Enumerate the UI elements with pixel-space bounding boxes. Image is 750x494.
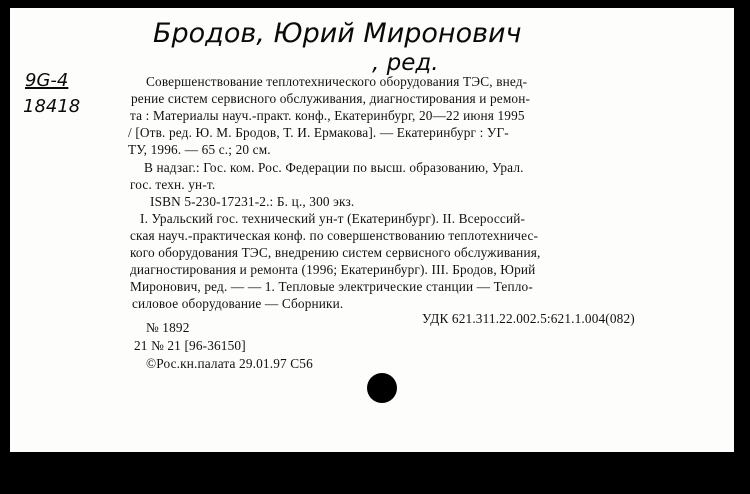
note-line: В надзаг.: Гос. ком. Рос. Федерации по высш. образованию, Урал. (144, 160, 524, 175)
tracing-line: кого оборудования ТЭС, внедрению систем сервисного обслуживания, (130, 245, 541, 260)
entry-line: Совершенствование теплотехнического оборудования ТЭС, внед- (146, 74, 528, 89)
registry-number: 21 № 21 [96-36150] (134, 338, 246, 353)
udk-code: УДК 621.311.22.002.5:621.1.004(082) (422, 311, 635, 326)
tracing-line: I. Уральский гос. технический ун-т (Екатеринбург). II. Всероссий- (140, 211, 526, 226)
entry-line: / [Отв. ред. Ю. М. Бродов, Т. И. Ермакова]. — Екатеринбург : УГ- (128, 125, 509, 140)
note-line: гос. техн. ун-т. (130, 177, 216, 192)
tracing-line: Миронович, ред. — — 1. Тепловые электрические станции — Тепло- (130, 279, 533, 294)
tracing-line: ская науч.-практическая конф. по совершенствованию теплотехничес- (130, 228, 539, 243)
entry-line: рение систем сервисного обслуживания, диагностирования и ремон- (131, 91, 531, 106)
book-chamber-stamp: ©Рос.кн.палата 29.01.97 С56 (146, 356, 313, 371)
handwritten-shelf-code: 9G-4 (25, 70, 69, 91)
isbn-line: ISBN 5-230-17231-2.: Б. ц., 300 экз. (150, 194, 355, 209)
tracing-line: диагностирования и ремонта (1996; Екатеринбург). III. Бродов, Юрий (130, 262, 536, 277)
handwritten-role: , ред. (372, 50, 439, 76)
entry-line: ТУ, 1996. — 65 с.; 20 см. (128, 142, 271, 157)
handwritten-heading: Бродов, Юрий Миронович (153, 18, 522, 49)
card-number: № 1892 (146, 320, 190, 335)
handwritten-number: 18418 (23, 96, 81, 117)
entry-line: та : Материалы науч.-практ. конф., Екатеринбург, 20—22 июня 1995 (130, 108, 525, 123)
punch-hole (367, 373, 397, 403)
catalog-card (10, 8, 734, 452)
tracing-line: силовое оборудование — Сборники. (132, 296, 344, 311)
